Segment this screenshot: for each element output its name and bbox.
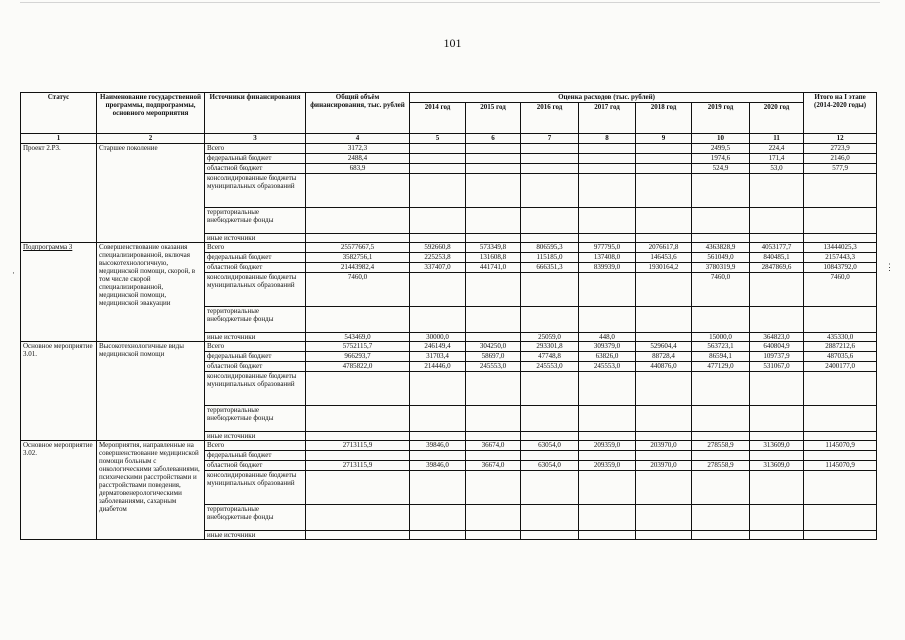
value-cell: 36674,0 — [466, 441, 521, 451]
value-cell: 561049,0 — [692, 253, 750, 263]
value-cell — [804, 451, 877, 461]
table-row — [21, 441, 877, 451]
value-cell — [410, 154, 466, 164]
value-cell: 304250,0 — [466, 342, 521, 352]
value-cell — [410, 451, 466, 461]
funding-source: консолидированные бюджеты муниципальных образований — [205, 372, 306, 406]
value-cell — [804, 406, 877, 432]
value-cell: 441741,0 — [466, 263, 521, 273]
header-status: Статус — [21, 93, 97, 134]
value-cell: 246149,4 — [410, 342, 466, 352]
value-cell: 1145070,9 — [804, 441, 877, 451]
value-cell — [410, 273, 466, 307]
value-cell — [306, 451, 410, 461]
value-cell — [466, 174, 521, 208]
row-name: Высокотехнологичные виды медицинской помощи — [97, 342, 205, 441]
value-cell: 13444025,3 — [804, 243, 877, 253]
value-cell — [466, 333, 521, 342]
value-cell: 2146,0 — [804, 154, 877, 164]
value-cell — [750, 505, 804, 531]
value-cell — [750, 208, 804, 234]
value-cell — [410, 372, 466, 406]
funding-source: иные источники — [205, 234, 306, 243]
value-cell — [636, 432, 692, 441]
value-cell — [521, 208, 579, 234]
value-cell: 524,9 — [692, 164, 750, 174]
value-cell: 88728,4 — [636, 352, 692, 362]
value-cell — [750, 531, 804, 540]
value-cell: 171,4 — [750, 154, 804, 164]
value-cell: 1930164,2 — [636, 263, 692, 273]
value-cell: 209359,0 — [579, 441, 636, 451]
value-cell: 3780319,9 — [692, 263, 750, 273]
value-cell — [521, 273, 579, 307]
value-cell — [692, 372, 750, 406]
value-cell — [579, 208, 636, 234]
value-cell: 109737,9 — [750, 352, 804, 362]
funding-source: федеральный бюджет — [205, 253, 306, 263]
value-cell: 543469,0 — [306, 333, 410, 342]
value-cell: 53,0 — [750, 164, 804, 174]
value-cell — [521, 406, 579, 432]
value-cell: 25577667,5 — [306, 243, 410, 253]
value-cell: 531067,0 — [750, 362, 804, 372]
value-cell — [466, 451, 521, 461]
column-number: 6 — [466, 134, 521, 144]
value-cell — [306, 471, 410, 505]
column-numbers-row — [21, 134, 877, 144]
row-status: Проект 2.Р3. — [21, 144, 97, 243]
value-cell — [636, 406, 692, 432]
funding-source: консолидированные бюджеты муниципальных образований — [205, 174, 306, 208]
value-cell — [466, 505, 521, 531]
value-cell: 640804,9 — [750, 342, 804, 352]
value-cell — [410, 234, 466, 243]
value-cell: 63054,0 — [521, 441, 579, 451]
value-cell — [692, 471, 750, 505]
row-name: Старшее поколение — [97, 144, 205, 243]
value-cell: 806595,3 — [521, 243, 579, 253]
value-cell: 683,9 — [306, 164, 410, 174]
value-cell — [466, 531, 521, 540]
header-sources: Источники финансирования — [205, 93, 306, 134]
value-cell — [521, 451, 579, 461]
value-cell: 573349,8 — [466, 243, 521, 253]
funding-source: федеральный бюджет — [205, 451, 306, 461]
value-cell — [466, 154, 521, 164]
value-cell: 63054,0 — [521, 461, 579, 471]
value-cell — [579, 234, 636, 243]
value-cell — [804, 174, 877, 208]
column-number: 5 — [410, 134, 466, 144]
value-cell: 563723,1 — [692, 342, 750, 352]
value-cell — [636, 471, 692, 505]
value-cell — [579, 154, 636, 164]
value-cell: 2400177,0 — [804, 362, 877, 372]
value-cell — [692, 531, 750, 540]
value-cell — [804, 432, 877, 441]
value-cell: 529604,4 — [636, 342, 692, 352]
column-number: 8 — [579, 134, 636, 144]
value-cell: 278558,9 — [692, 461, 750, 471]
funding-source: Всего — [205, 243, 306, 253]
value-cell — [410, 406, 466, 432]
value-cell — [692, 208, 750, 234]
value-cell — [579, 531, 636, 540]
value-cell: 39846,0 — [410, 461, 466, 471]
funding-source: Всего — [205, 342, 306, 352]
value-cell: 487035,6 — [804, 352, 877, 362]
value-cell: 440876,0 — [636, 362, 692, 372]
value-cell — [636, 273, 692, 307]
value-cell — [750, 273, 804, 307]
scan-artifact-mark: ⋮ — [885, 262, 894, 272]
header-year: 2019 год — [692, 103, 750, 134]
value-cell: 592660,8 — [410, 243, 466, 253]
scan-artifact-mark: · — [12, 268, 15, 278]
value-cell — [804, 208, 877, 234]
value-cell — [410, 307, 466, 333]
funding-source: федеральный бюджет — [205, 352, 306, 362]
value-cell: 7460,0 — [804, 273, 877, 307]
value-cell — [579, 273, 636, 307]
value-cell: 2076617,8 — [636, 243, 692, 253]
value-cell — [579, 432, 636, 441]
value-cell: 2488,4 — [306, 154, 410, 164]
value-cell: 245553,0 — [579, 362, 636, 372]
column-number: 1 — [21, 134, 97, 144]
value-cell: 666351,3 — [521, 263, 579, 273]
value-cell — [750, 432, 804, 441]
value-cell — [521, 471, 579, 505]
funding-source: иные источники — [205, 333, 306, 342]
table-row — [21, 243, 877, 253]
value-cell — [306, 234, 410, 243]
funding-source: территориальные внебюджетные фонды — [205, 406, 306, 432]
value-cell — [636, 505, 692, 531]
value-cell: 5752115,7 — [306, 342, 410, 352]
value-cell — [692, 307, 750, 333]
value-cell — [750, 174, 804, 208]
value-cell — [579, 144, 636, 154]
value-cell — [410, 164, 466, 174]
value-cell: 313609,0 — [750, 461, 804, 471]
value-cell — [521, 372, 579, 406]
value-cell — [750, 451, 804, 461]
column-number: 10 — [692, 134, 750, 144]
value-cell: 2499,5 — [692, 144, 750, 154]
value-cell — [410, 432, 466, 441]
value-cell: 977795,0 — [579, 243, 636, 253]
value-cell: 39846,0 — [410, 441, 466, 451]
value-cell: 4363828,9 — [692, 243, 750, 253]
value-cell — [521, 144, 579, 154]
value-cell — [466, 372, 521, 406]
value-cell — [692, 234, 750, 243]
funding-source: территориальные внебюджетные фонды — [205, 307, 306, 333]
value-cell: 1145070,9 — [804, 461, 877, 471]
value-cell — [521, 505, 579, 531]
value-cell — [692, 406, 750, 432]
value-cell — [306, 307, 410, 333]
value-cell — [636, 144, 692, 154]
value-cell: 86594,1 — [692, 352, 750, 362]
row-name: Совершенствование оказания специализированной, включая высокотехнологичную, медицинской помощи, скорой, в том числе скорой специализированной, медицинской помощи, медицинской эвакуации — [97, 243, 205, 342]
value-cell — [410, 144, 466, 154]
value-cell: 3172,3 — [306, 144, 410, 154]
value-cell — [636, 451, 692, 461]
value-cell — [521, 234, 579, 243]
funding-source: Всего — [205, 441, 306, 451]
value-cell — [804, 307, 877, 333]
value-cell: 577,9 — [804, 164, 877, 174]
value-cell — [521, 164, 579, 174]
value-cell: 2887212,6 — [804, 342, 877, 352]
page-number: 101 — [443, 36, 462, 50]
value-cell — [750, 372, 804, 406]
value-cell: 245553,0 — [466, 362, 521, 372]
row-status: Подпрограмма 3 — [21, 243, 97, 342]
value-cell — [306, 505, 410, 531]
value-cell — [579, 372, 636, 406]
value-cell — [466, 406, 521, 432]
value-cell: 10843792,0 — [804, 263, 877, 273]
value-cell — [579, 505, 636, 531]
value-cell — [804, 234, 877, 243]
value-cell: 293301,8 — [521, 342, 579, 352]
column-number: 11 — [750, 134, 804, 144]
value-cell — [579, 451, 636, 461]
value-cell — [521, 154, 579, 164]
value-cell — [636, 174, 692, 208]
value-cell — [306, 372, 410, 406]
value-cell — [466, 273, 521, 307]
value-cell — [466, 234, 521, 243]
value-cell: 214446,0 — [410, 362, 466, 372]
value-cell — [410, 471, 466, 505]
value-cell: 2723,9 — [804, 144, 877, 154]
value-cell — [466, 432, 521, 441]
value-cell: 131608,8 — [466, 253, 521, 263]
value-cell: 63826,0 — [579, 352, 636, 362]
value-cell — [692, 174, 750, 208]
value-cell: 115185,0 — [521, 253, 579, 263]
funding-source: федеральный бюджет — [205, 154, 306, 164]
value-cell: 4053177,7 — [750, 243, 804, 253]
header-row — [21, 93, 877, 103]
header-assessment: Оценка расходов (тыс. рублей) — [410, 93, 804, 103]
value-cell — [750, 307, 804, 333]
value-cell: 2157443,3 — [804, 253, 877, 263]
budget-table — [20, 92, 877, 540]
value-cell: 448,0 — [579, 333, 636, 342]
value-cell: 31703,4 — [410, 352, 466, 362]
value-cell: 21443982,4 — [306, 263, 410, 273]
header-year: 2020 год — [750, 103, 804, 134]
value-cell: 209359,0 — [579, 461, 636, 471]
value-cell — [306, 531, 410, 540]
value-cell — [466, 471, 521, 505]
value-cell — [750, 471, 804, 505]
value-cell — [410, 174, 466, 208]
value-cell — [804, 471, 877, 505]
value-cell: 203970,0 — [636, 461, 692, 471]
value-cell — [410, 505, 466, 531]
value-cell — [692, 432, 750, 441]
value-cell: 477129,0 — [692, 362, 750, 372]
table-row — [21, 144, 877, 154]
value-cell: 1974,6 — [692, 154, 750, 164]
value-cell — [579, 471, 636, 505]
value-cell — [579, 406, 636, 432]
value-cell: 278558,9 — [692, 441, 750, 451]
value-cell — [466, 164, 521, 174]
value-cell: 2847869,6 — [750, 263, 804, 273]
row-name: Мероприятия, направленные на совершенствование медицинской помощи больным с онкологическими заболеваниями, психическими расстройствами и расстройствами поведения, дерматовенерологическими заболеваниями, сахарным диабетом — [97, 441, 205, 540]
value-cell: 3582756,1 — [306, 253, 410, 263]
value-cell — [636, 372, 692, 406]
table-row — [21, 342, 877, 352]
value-cell — [579, 174, 636, 208]
value-cell — [636, 154, 692, 164]
value-cell — [750, 406, 804, 432]
value-cell: 364823,0 — [750, 333, 804, 342]
header-total-volume: Общий объём финансирования, тыс. рублей — [306, 93, 410, 134]
value-cell: 2713115,9 — [306, 461, 410, 471]
value-cell — [466, 307, 521, 333]
value-cell: 966293,7 — [306, 352, 410, 362]
value-cell: 47748,8 — [521, 352, 579, 362]
value-cell — [521, 307, 579, 333]
funding-source: иные источники — [205, 531, 306, 540]
value-cell: 203970,0 — [636, 441, 692, 451]
value-cell — [410, 531, 466, 540]
funding-source: областной бюджет — [205, 263, 306, 273]
value-cell: 245553,0 — [521, 362, 579, 372]
value-cell: 146453,6 — [636, 253, 692, 263]
value-cell: 7460,0 — [306, 273, 410, 307]
header-year: 2015 год — [466, 103, 521, 134]
value-cell — [636, 164, 692, 174]
value-cell — [306, 406, 410, 432]
value-cell — [466, 208, 521, 234]
value-cell: 224,4 — [750, 144, 804, 154]
header-year: 2016 год — [521, 103, 579, 134]
column-number: 2 — [97, 134, 205, 144]
funding-source: иные источники — [205, 432, 306, 441]
value-cell — [750, 234, 804, 243]
value-cell — [521, 174, 579, 208]
value-cell — [579, 307, 636, 333]
value-cell — [306, 432, 410, 441]
funding-source: территориальные внебюджетные фонды — [205, 208, 306, 234]
value-cell: 337407,0 — [410, 263, 466, 273]
value-cell — [692, 505, 750, 531]
value-cell — [306, 174, 410, 208]
value-cell — [636, 208, 692, 234]
value-cell — [410, 208, 466, 234]
row-status: Основное мероприятие 3.01. — [21, 342, 97, 441]
funding-source: областной бюджет — [205, 164, 306, 174]
scan-border-line — [20, 2, 880, 3]
funding-source: территориальные внебюджетные фонды — [205, 505, 306, 531]
value-cell — [804, 505, 877, 531]
value-cell — [636, 234, 692, 243]
value-cell: 2713115,9 — [306, 441, 410, 451]
value-cell: 435330,0 — [804, 333, 877, 342]
value-cell: 7460,0 — [692, 273, 750, 307]
value-cell: 36674,0 — [466, 461, 521, 471]
column-number: 7 — [521, 134, 579, 144]
value-cell — [804, 372, 877, 406]
value-cell: 4785822,0 — [306, 362, 410, 372]
value-cell — [636, 307, 692, 333]
value-cell: 25059,0 — [521, 333, 579, 342]
header-year: 2014 год — [410, 103, 466, 134]
value-cell: 313609,0 — [750, 441, 804, 451]
funding-source: областной бюджет — [205, 362, 306, 372]
funding-source: областной бюджет — [205, 461, 306, 471]
value-cell: 839939,0 — [579, 263, 636, 273]
header-year: 2018 год — [636, 103, 692, 134]
value-cell — [521, 531, 579, 540]
column-number: 3 — [205, 134, 306, 144]
funding-source: консолидированные бюджеты муниципальных образований — [205, 471, 306, 505]
value-cell — [636, 531, 692, 540]
value-cell — [466, 144, 521, 154]
value-cell: 30000,0 — [410, 333, 466, 342]
value-cell: 137408,0 — [579, 253, 636, 263]
value-cell — [521, 432, 579, 441]
value-cell: 15000,0 — [692, 333, 750, 342]
column-number: 4 — [306, 134, 410, 144]
row-status: Основное мероприятие 3.02. — [21, 441, 97, 540]
funding-source: консолидированные бюджеты муниципальных образований — [205, 273, 306, 307]
value-cell: 840485,1 — [750, 253, 804, 263]
value-cell — [636, 333, 692, 342]
funding-source: Всего — [205, 144, 306, 154]
value-cell: 225253,8 — [410, 253, 466, 263]
header-total-stage: Итого на I этапе (2014-2020 годы) — [804, 93, 877, 134]
header-year: 2017 год — [579, 103, 636, 134]
column-number: 9 — [636, 134, 692, 144]
value-cell: 58697,0 — [466, 352, 521, 362]
value-cell — [306, 208, 410, 234]
value-cell — [804, 531, 877, 540]
value-cell — [579, 164, 636, 174]
value-cell — [692, 451, 750, 461]
column-number: 12 — [804, 134, 877, 144]
value-cell: 309379,0 — [579, 342, 636, 352]
header-name: Наименование государственной программы, подпрограммы, основного мероприятия — [97, 93, 205, 134]
